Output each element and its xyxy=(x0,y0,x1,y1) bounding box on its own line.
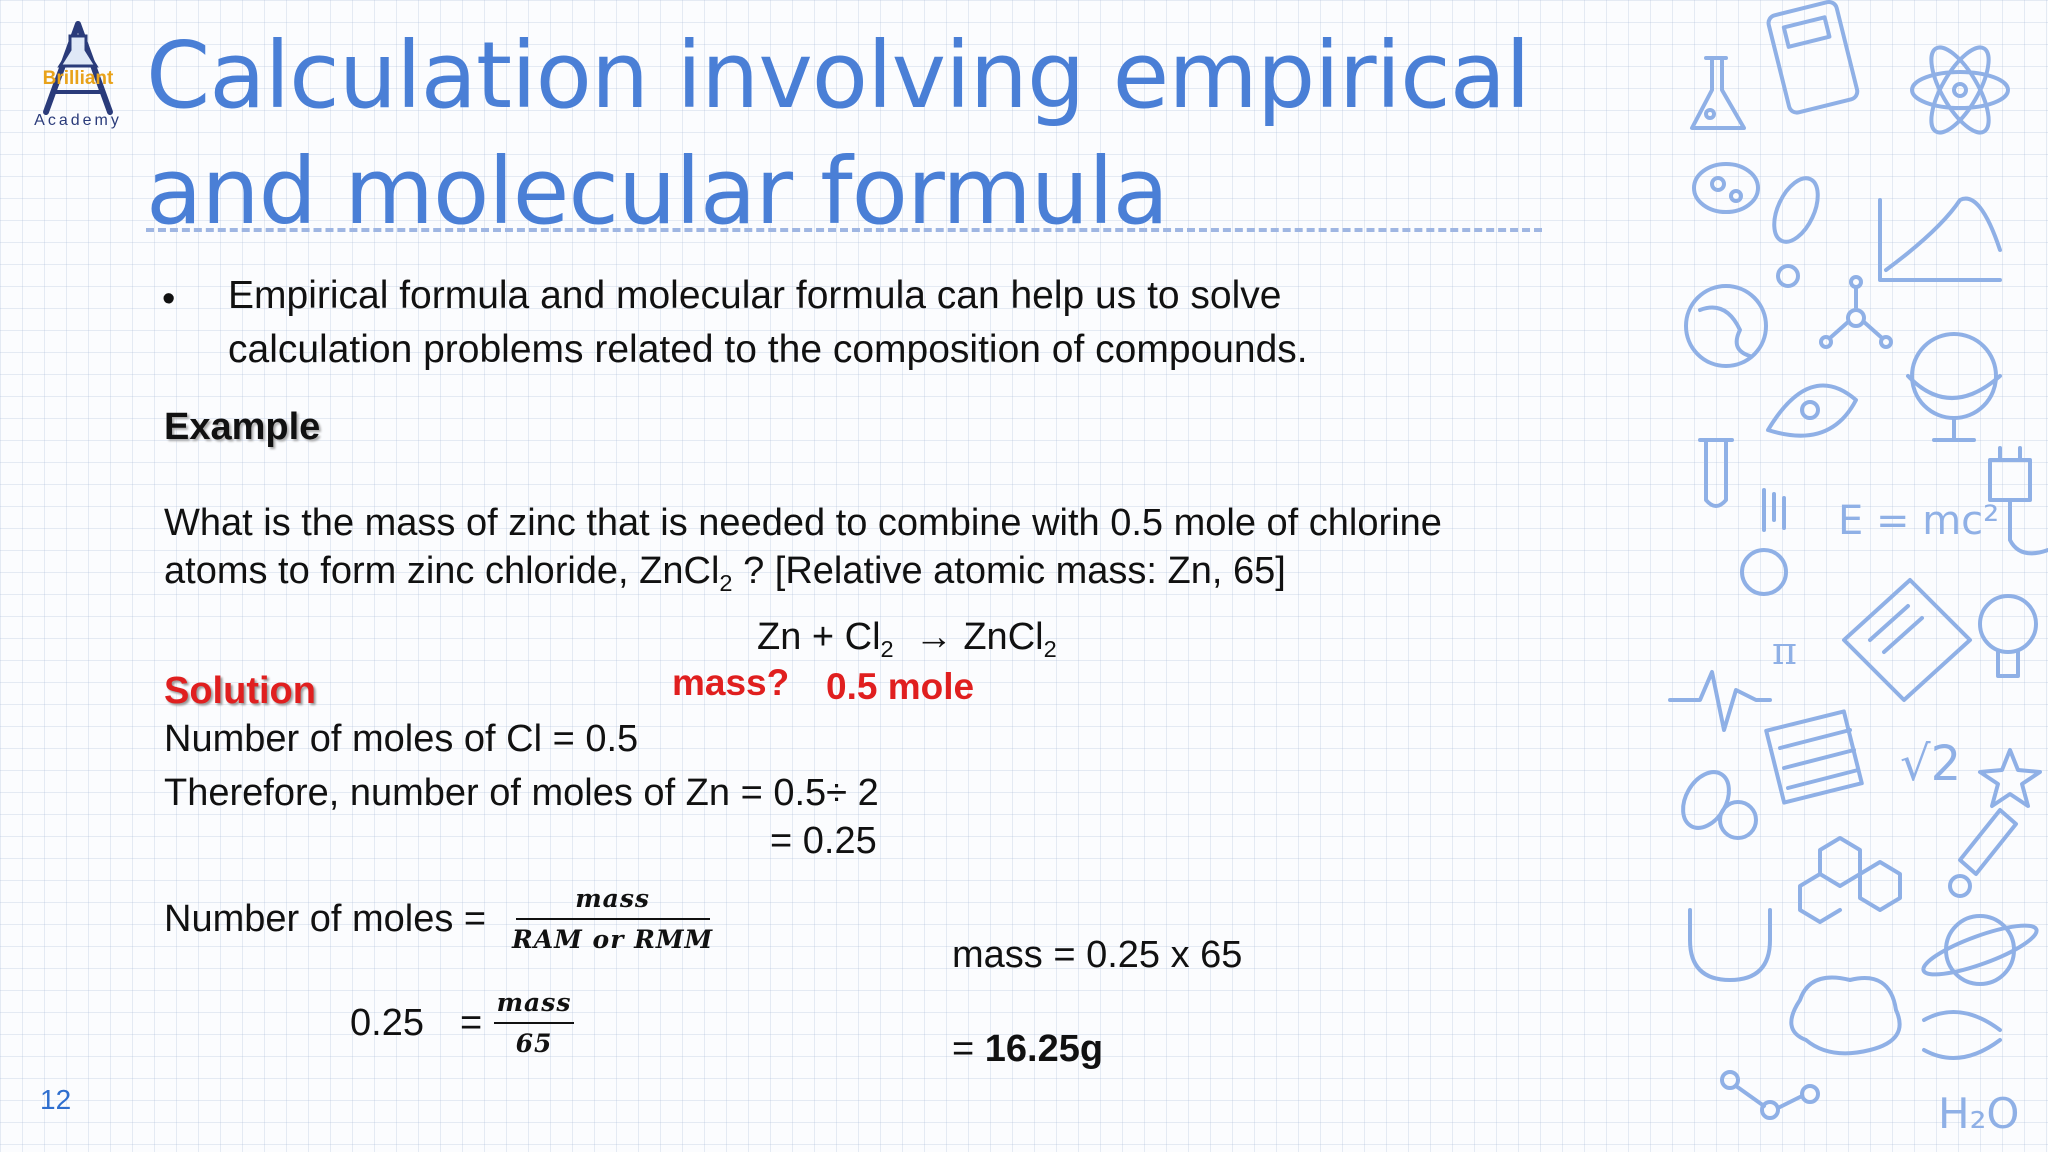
flask-icon xyxy=(1692,58,1744,128)
result-line-1: mass = 0.25 x 65 xyxy=(952,934,1243,976)
title-dashed-underline xyxy=(146,228,1542,232)
water-doodle: H₂O xyxy=(1938,1089,2020,1138)
earth-globe-icon xyxy=(1908,334,2000,440)
brain-icon xyxy=(1791,978,1899,1054)
science-doodles xyxy=(1660,0,2048,1152)
example-heading: Example xyxy=(164,406,321,448)
planet-icon xyxy=(1919,916,2041,984)
test-tube-icon xyxy=(1700,440,1732,506)
substitution-fraction xyxy=(494,990,574,1056)
slide-title-line-2: and molecular formula xyxy=(146,138,1169,245)
apple-icon xyxy=(1742,490,1786,594)
substitution-lhs: 0.25 xyxy=(350,1002,424,1044)
result-value: 16.25g xyxy=(984,1028,1104,1070)
substitution-equals: = xyxy=(460,1002,483,1044)
pills-icon xyxy=(1674,764,1756,838)
emc2-doodle: E = mc² xyxy=(1838,498,2000,544)
substitution-denominator: 65 xyxy=(515,1029,553,1058)
equation-reactants: Zn + Cl xyxy=(757,616,881,658)
substitution-numerator: mass xyxy=(496,988,572,1017)
substitution-bar xyxy=(494,1022,574,1024)
molecule-icon xyxy=(1821,277,1891,347)
bullet-line-1: Empirical formula and molecular formula can help us to solve xyxy=(228,274,1282,317)
heartbeat-icon xyxy=(1670,672,1770,730)
logo-brand-text: Brilliant xyxy=(42,68,114,89)
atom-icon xyxy=(1912,39,2008,140)
result-equals: = xyxy=(952,1028,985,1070)
solution-line-3: = 0.25 xyxy=(770,820,877,862)
reaction-arrow-icon: → xyxy=(914,616,953,658)
globe-icon xyxy=(1686,266,1798,366)
mole-annotation: 0.5 mole xyxy=(826,666,975,707)
solution-line-2: Therefore, number of moles of Zn = 0.5÷ 2 xyxy=(164,772,879,814)
question-line-1: What is the mass of zinc that is needed to combine with 0.5 mole of chlorine xyxy=(164,502,1442,544)
equation-sub-2: 2 xyxy=(1043,636,1057,663)
pi-doodle: π xyxy=(1772,629,1797,673)
slide-title-line-1: Calculation involving empirical xyxy=(146,22,1530,129)
sqrt2-doodle: √2 xyxy=(1900,736,1962,792)
calculator-icon xyxy=(1767,0,1859,114)
fraction-denominator: RAM or RMM xyxy=(512,925,714,954)
book-icon xyxy=(1844,580,1970,700)
thermometer-icon xyxy=(1950,810,2016,896)
graph-icon xyxy=(1880,199,2000,280)
logo-academy-text: Academy xyxy=(34,112,122,129)
abacus-icon xyxy=(1766,711,1862,802)
star-icon xyxy=(1980,750,2040,806)
question-line-2-text: atoms to form zinc chloride, ZnCl xyxy=(164,550,720,592)
solution-heading: Solution xyxy=(164,670,316,712)
hexagon-molecule-icon xyxy=(1800,838,1900,922)
question-line-2-rest: ? [Relative atomic mass: Zn, 65] xyxy=(732,550,1286,592)
mass-question-annotation: mass? xyxy=(672,662,790,703)
question-line-2 xyxy=(164,552,1286,596)
dna-icon xyxy=(1924,1012,2000,1058)
network-icon xyxy=(1722,1072,1818,1118)
formula-label: Number of moles = xyxy=(164,898,487,940)
magnet-icon xyxy=(1690,910,1770,980)
fraction-numerator: mass xyxy=(575,884,651,913)
result-line-2 xyxy=(952,1030,1103,1068)
bullet-line-2: calculation problems related to the composition of compounds. xyxy=(228,328,1308,371)
bullet-icon: • xyxy=(162,278,176,320)
brilliant-academy-logo xyxy=(24,20,132,138)
equation-product: ZnCl xyxy=(963,616,1044,658)
moles-fraction xyxy=(512,886,713,952)
lightbulb-icon xyxy=(1980,596,2036,676)
question-subscript: 2 xyxy=(719,570,733,597)
bacteria-icon xyxy=(1694,164,1827,248)
solution-line-1: Number of moles of Cl = 0.5 xyxy=(164,718,639,760)
chemical-equation xyxy=(757,618,1057,662)
rocket-icon xyxy=(1768,385,1856,435)
fraction-bar xyxy=(516,918,710,920)
page-number: 12 xyxy=(40,1084,72,1115)
equation-sub-1: 2 xyxy=(880,636,894,663)
